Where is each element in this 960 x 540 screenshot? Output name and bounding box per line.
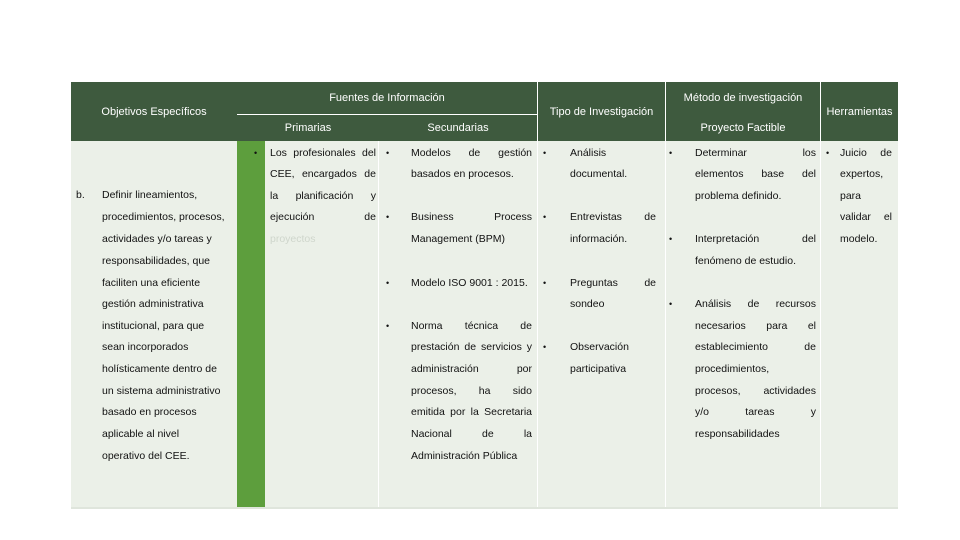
primarias-line: CEE, encargados de bbox=[270, 168, 376, 180]
tipo-bullet: • bbox=[543, 148, 547, 158]
green-bar bbox=[237, 141, 265, 508]
header-primarias bbox=[237, 115, 379, 141]
primarias-bullet: • bbox=[254, 148, 258, 158]
metodo-line: elementos base del bbox=[695, 168, 816, 180]
tipo-line: Análisis bbox=[570, 147, 607, 159]
objetivo-line: aplicable al nivel bbox=[102, 428, 180, 440]
objetivo-line: basado en procesos bbox=[102, 406, 197, 418]
herramientas-bullet: • bbox=[826, 148, 830, 158]
secundarias-line: Nacional de la bbox=[411, 428, 532, 440]
tipo-bullet: • bbox=[543, 278, 547, 288]
header-objetivos-label: Objetivos Específicos bbox=[101, 105, 207, 118]
tipo-line: participativa bbox=[570, 363, 627, 375]
metodo-line: necesarios para el bbox=[695, 320, 816, 332]
secundarias-line: emitida por la Secretaria bbox=[411, 406, 532, 418]
header-fuentes bbox=[237, 82, 537, 114]
objetivo-marker: b. bbox=[76, 189, 85, 201]
metodo-line: establecimiento de bbox=[695, 341, 816, 353]
objetivo-line: gestión administrativa bbox=[102, 298, 204, 310]
tipo-line: documental. bbox=[570, 168, 628, 180]
objetivo-line: procedimientos, procesos, bbox=[102, 211, 225, 223]
objetivo-line: faciliten una eficiente bbox=[102, 277, 201, 289]
header-primarias-label: Primarias bbox=[284, 122, 332, 134]
herramientas-line: Juicio de bbox=[840, 147, 892, 159]
header-secundarias-label: Secundarias bbox=[427, 122, 489, 134]
metodo-line: problema definido. bbox=[695, 190, 782, 202]
objetivo-line: holísticamente dentro de bbox=[102, 363, 217, 375]
herramientas-line: validar el bbox=[840, 211, 892, 223]
metodo-line: responsabilidades bbox=[695, 428, 780, 440]
secundarias-bullet: • bbox=[386, 278, 390, 288]
metodo-line: Análisis de recursos bbox=[695, 298, 816, 310]
primarias-line: la planificación y bbox=[270, 190, 376, 202]
header-herramientas bbox=[821, 82, 898, 141]
primarias-line: Los profesionales del bbox=[270, 147, 376, 159]
objetivo-line: responsabilidades, que bbox=[102, 255, 210, 267]
herramientas-line: para bbox=[840, 190, 862, 202]
secundarias-bullet: • bbox=[386, 321, 390, 331]
objetivo-line: un sistema administrativo bbox=[102, 385, 221, 397]
primarias-line: ejecución de bbox=[270, 211, 376, 223]
header-herramientas-label: Herramientas bbox=[826, 105, 893, 118]
metodo-line: y/o tareas y bbox=[695, 406, 816, 418]
secundarias-line: Modelo ISO 9001 : 2015. bbox=[411, 277, 528, 289]
objetivo-line: sean incorporados bbox=[102, 341, 189, 353]
header-fuentes-label: Fuentes de Información bbox=[329, 92, 445, 104]
tipo-line: sondeo bbox=[570, 298, 605, 310]
metodo-bullet: • bbox=[669, 234, 673, 244]
header-tipo-label: Tipo de Investigación bbox=[549, 105, 654, 118]
tipo-line: Entrevistas de bbox=[570, 211, 656, 223]
primarias-line: proyectos bbox=[270, 233, 316, 245]
header-metodo bbox=[666, 82, 820, 114]
objetivo-line: operativo del CEE. bbox=[102, 450, 190, 462]
tipo-line: Observación bbox=[570, 341, 629, 353]
tipo-bullet: • bbox=[543, 212, 547, 222]
secundarias-line: procesos, ha sido bbox=[411, 385, 532, 397]
header-tipo bbox=[538, 82, 665, 141]
secundarias-line: Norma técnica de bbox=[411, 320, 532, 332]
metodo-bullet: • bbox=[669, 299, 673, 309]
metodo-line: procesos, actividades bbox=[695, 385, 816, 397]
secundarias-line: basados en procesos. bbox=[411, 168, 514, 180]
header-metodo-label: Método de investigación bbox=[683, 92, 803, 104]
header-proyecto-label: Proyecto Factible bbox=[700, 121, 786, 134]
secundarias-line: prestación de servicios y bbox=[411, 341, 532, 353]
tipo-bullet: • bbox=[543, 342, 547, 352]
secundarias-line: Business Process bbox=[411, 211, 532, 223]
metodo-line: procedimientos, bbox=[695, 363, 770, 375]
secundarias-line: Administración Pública bbox=[411, 450, 518, 462]
secundarias-line: administración por bbox=[411, 363, 532, 375]
secundarias-bullet: • bbox=[386, 212, 390, 222]
header-secundarias bbox=[379, 115, 537, 141]
objetivo-line: Definir lineamientos, bbox=[102, 189, 198, 201]
herramientas-line: modelo. bbox=[840, 233, 878, 245]
metodo-line: Interpretación del bbox=[695, 233, 816, 245]
secundarias-line: Modelos de gestión bbox=[411, 147, 532, 159]
metodo-line: fenómeno de estudio. bbox=[695, 255, 796, 267]
metodo-line: Determinar los bbox=[695, 147, 816, 159]
tipo-line: información. bbox=[570, 233, 628, 245]
tipo-line: Preguntas de bbox=[570, 277, 656, 289]
metodo-bullet: • bbox=[669, 148, 673, 158]
secundarias-line: Management (BPM) bbox=[411, 233, 505, 245]
header-proyecto bbox=[666, 114, 820, 141]
secundarias-bullet: • bbox=[386, 148, 390, 158]
herramientas-line: expertos, bbox=[840, 168, 884, 180]
objetivo-line: actividades y/o tareas y bbox=[102, 233, 212, 245]
cell-tipo bbox=[538, 141, 666, 508]
header-objetivos bbox=[71, 82, 237, 141]
objetivo-line: institucional, para que bbox=[102, 320, 205, 332]
